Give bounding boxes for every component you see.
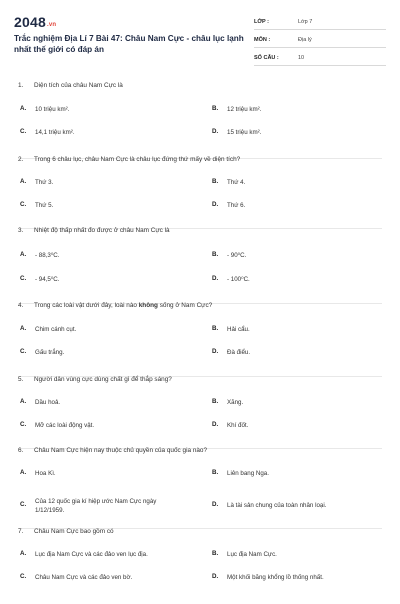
option-text: Thứ 5. xyxy=(35,202,54,209)
option-text: Thứ 4. xyxy=(227,179,246,186)
option-letter: B. xyxy=(212,398,219,405)
option-letter: D. xyxy=(212,275,219,282)
option-text: Xăng. xyxy=(227,399,244,406)
question-text-content: Trong 6 châu lục, châu Nam Cực là châu lục đứng thứ mấy về diện tích? xyxy=(34,156,241,163)
option-letter: A. xyxy=(20,178,27,185)
question-text-content: Trong các loài vật dưới đây, loài nào xyxy=(34,302,139,309)
option-letter: C. xyxy=(20,201,27,208)
logo-suffix: .vn xyxy=(46,22,57,28)
option-text: Là tài sản chung của toàn nhân loại. xyxy=(227,502,327,509)
meta-label: SỐ CÂU : xyxy=(254,55,279,61)
option-letter: A. xyxy=(20,469,27,476)
option-letter: C. xyxy=(20,573,27,580)
option-letter: D. xyxy=(212,201,219,208)
option-letter: B. xyxy=(212,105,219,112)
page-header xyxy=(14,14,386,76)
option-text: Lục địa Nam Cực và các đảo ven lục địa. xyxy=(35,551,148,558)
option-text: 12 triệu km². xyxy=(227,106,262,113)
meta-label: MÔN : xyxy=(254,37,271,43)
option-letter: D. xyxy=(212,573,219,580)
question-item xyxy=(18,300,382,377)
option-letter: B. xyxy=(212,325,219,332)
question-item xyxy=(18,374,382,449)
question-item xyxy=(18,526,382,604)
option-letter: B. xyxy=(212,469,219,476)
option-letter: A. xyxy=(20,251,27,258)
question-item xyxy=(18,445,382,529)
option-letter: A. xyxy=(20,550,27,557)
question-number: 6. xyxy=(18,447,24,454)
question-text xyxy=(18,80,123,92)
option-letter: A. xyxy=(20,325,27,332)
question-text-content: Châu Nam Cực hiện nay thuộc chủ quyền của quốc gia nào? xyxy=(34,447,208,454)
question-text xyxy=(18,526,114,538)
emphasis-keyword: không xyxy=(138,302,158,309)
meta-row-class xyxy=(254,17,386,30)
question-text-content: Diện tích của châu Nam Cực là xyxy=(34,82,123,89)
meta-value: Địa lý xyxy=(298,37,312,43)
option-text: Hải cẩu. xyxy=(227,326,250,333)
option-text: Một khối băng khổng lồ thống nhất. xyxy=(227,574,324,581)
option-letter: C. xyxy=(20,348,27,355)
option-text: 10 triệu km². xyxy=(35,106,70,113)
option-letter: B. xyxy=(212,178,219,185)
question-text-content: Nhiệt độ thấp nhất đo được ở châu Nam Cực là xyxy=(34,227,170,234)
option-text: - 94,5⁰C. xyxy=(35,276,60,283)
question-number: 1. xyxy=(18,82,24,89)
option-letter: C. xyxy=(20,421,27,428)
option-text: Dầu hoả. xyxy=(35,399,61,406)
option-text: Thứ 6. xyxy=(227,202,246,209)
question-text-content: Châu Nam Cực bao gồm có xyxy=(34,528,114,535)
question-number: 3. xyxy=(18,227,24,234)
option-text: Châu Nam Cực và các đảo ven bờ. xyxy=(35,574,133,581)
option-text: Chim cánh cụt. xyxy=(35,326,77,333)
question-text-content: Người dân vùng cực dùng chất gì để thắp sáng? xyxy=(34,376,172,383)
question-text xyxy=(18,154,240,166)
page-title: Trắc nghiệm Địa Lí 7 Bài 47: Châu Nam Cực - châu lục lạnh nhất thế giới có đáp án xyxy=(14,34,244,54)
option-letter: A. xyxy=(20,105,27,112)
meta-row-count xyxy=(254,53,386,66)
option-letter: C. xyxy=(20,501,27,508)
option-letter: D. xyxy=(212,421,219,428)
question-item xyxy=(18,80,382,159)
question-text xyxy=(18,300,212,312)
logo-text: 2048 xyxy=(14,14,46,30)
question-text xyxy=(18,225,170,237)
option-text: Đà điểu. xyxy=(227,349,251,356)
option-letter: B. xyxy=(212,251,219,258)
option-text: Lục địa Nam Cực. xyxy=(227,551,277,558)
question-item xyxy=(18,225,382,304)
option-letter: C. xyxy=(20,275,27,282)
option-letter: B. xyxy=(212,550,219,557)
meta-row-subject xyxy=(254,35,386,48)
option-letter: D. xyxy=(212,348,219,355)
meta-value: 10 xyxy=(298,55,305,61)
option-text: Khí đốt. xyxy=(227,422,249,429)
quiz-meta xyxy=(254,17,386,71)
question-number: 7. xyxy=(18,528,24,535)
option-text: 15 triệu km². xyxy=(227,129,262,136)
site-logo[interactable] xyxy=(14,14,56,30)
option-text: - 100⁰C. xyxy=(227,276,250,283)
option-text: - 88,3⁰C. xyxy=(35,252,60,259)
option-text: Của 12 quốc gia kí hiệp ước Nam Cực ngày 1/12/1959. xyxy=(35,498,157,514)
option-text: Gấu trắng. xyxy=(35,349,65,356)
option-text: 14,1 triệu km². xyxy=(35,129,75,136)
question-number: 5. xyxy=(18,376,24,383)
option-text: Mỡ các loài động vật. xyxy=(35,422,95,429)
option-text: Liên bang Nga. xyxy=(227,470,269,477)
question-text xyxy=(18,445,207,457)
question-text-content: sống ở Nam Cực? xyxy=(157,302,213,309)
question-number: 4. xyxy=(18,302,24,309)
meta-label: LỚP : xyxy=(254,19,269,25)
option-letter: C. xyxy=(20,128,27,135)
question-text xyxy=(18,374,172,386)
option-letter: D. xyxy=(212,501,219,508)
question-item xyxy=(18,154,382,229)
option-text: Thứ 3. xyxy=(35,179,54,186)
option-letter: D. xyxy=(212,128,219,135)
option-text: - 90⁰C. xyxy=(227,252,247,259)
option-letter: A. xyxy=(20,398,27,405)
question-number: 2. xyxy=(18,156,24,163)
option-text: Hoa Kì. xyxy=(35,470,56,477)
meta-value: Lớp 7 xyxy=(298,19,313,25)
